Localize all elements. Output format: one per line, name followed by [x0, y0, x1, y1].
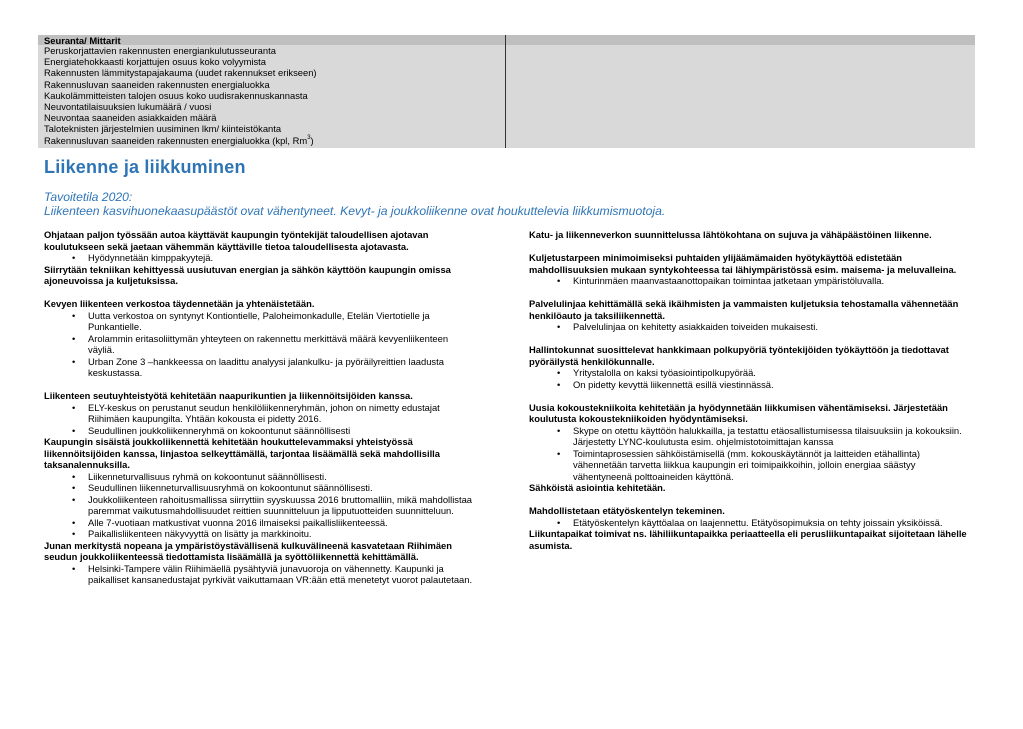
table-row — [44, 135, 975, 146]
list-item: • ELY-keskus on perustanut seudun henkilöliikenneryhmän, johon on nimetty edustajat Riihimäen kaupungilta. Yhtään kokousta ei pidetty 2016. — [44, 402, 474, 425]
list-item: • Uutta verkostoa on syntynyt Kontiontielle, Paloheimonkadulle, Etelän Viertotielle ja Punkantielle. — [44, 310, 474, 333]
monitoring-table — [38, 35, 975, 148]
list-item: • Kinturinmäen maanvastaanottopaikan toimintaa jatketaan ympäristöluvalla. — [529, 275, 969, 287]
table-row: Neuvontaa saaneiden asiakkaiden määrä — [44, 112, 217, 124]
row-text: Rakennusluvan saaneiden rakennusten energialuokka (kpl, Rm — [44, 134, 308, 146]
superscript: 3 — [307, 134, 311, 141]
paragraph: Kevyen liikenteen verkostoa täydennetään ja yhtenäistetään. — [44, 298, 315, 309]
goal-block — [44, 190, 665, 218]
paragraph: Hallintokunnat suosittelevat hankkimaan polkupyöriä työntekijöiden työkäyttöön ja tiedottavat pyöräilystä henkilökunnalle. — [529, 344, 949, 367]
list-item: • Hyödynnetään kimppakyytejä. — [44, 252, 474, 264]
goal-text: Liikenteen kasvihuonekaasupäästöt ovat vähentyneet. Kevyt- ja joukkoliikenne ovat houkuttelevia liikkumismuotoja. — [44, 204, 666, 218]
paragraph: Siirrytään tekniikan kehittyessä uusiutuvan energian ja sähkön käyttöön kaupungin omissa ajoneuvoissa ja kuljetuksissa. — [44, 263, 451, 286]
table-row: Rakennusluvan saaneiden rakennusten energialuokka — [44, 78, 270, 90]
paragraph: Kaupungin sisäistä joukkoliikennettä kehitetään houkuttelevammaksi yhteistyössä liikennöitsijöiden kanssa, linjastoa selkeyttämällä, tarjontaa lisäämällä sekä mahdollisilla taksanalennuksilla. — [44, 436, 441, 470]
paragraph: Liikuntapaikat toimivat ns. lähiliikuntapaikka periaatteella eli perusliikuntapaikat sijoitetaan lähelle asumista. — [529, 528, 967, 551]
table-row: Taloteknisten järjestelmien uusiminen lkm/ kiinteistökanta — [44, 123, 282, 135]
list-item: • Joukkoliikenteen rahoitusmallissa siirryttiin syyskuussa 2016 bruttomalliin, mikä mahdollistaa paremmat vaikutusmahdollisuudet reittien suunnitteluun ja lipputuotteiden suunnitteluun. — [44, 494, 474, 517]
bullet-list — [44, 402, 474, 437]
row-text-end: ) — [310, 134, 314, 146]
list-item: • Palvelulinjaa on kehitetty asiakkaiden toiveiden mukaisesti. — [529, 321, 969, 333]
paragraph: Junan merkitystä nopeana ja ympäristöystävällisenä kulkuvälineenä kasvatetaan Riihimäen seudun joukkoliikenteessä tiedottamista lisäämällä ja syöttöliikennettä kehittämällä. — [44, 539, 452, 562]
list-item: • Toimintaprosessien sähköistämisellä (mm. kokouskäytännöt ja laitteiden etähallinta) vähennetään tarvetta liikkua kaupungin eri toimipaikkoihin, jolloin energiaa säästyy vähentyneenä polttoaineiden käyttönä. — [529, 448, 969, 483]
list-item: • Urban Zone 3 –hankkeessa on laadittu analyysi jalankulku- ja pyöräilyreittien laadusta keskustassa. — [44, 356, 474, 379]
left-column — [44, 229, 474, 586]
bullet-list — [44, 471, 474, 540]
paragraph: Sähköistä asiointia kehitetään. — [529, 482, 666, 493]
list-item: • Alle 7-vuotiaan matkustivat vuonna 2016 ilmaiseksi paikallisliikenteessä. — [44, 517, 474, 529]
bullet-list — [44, 310, 474, 379]
paragraph: Kuljetustarpeen minimoimiseksi puhtaiden ylijäämämaiden hyötykäyttöä edistetään mahdollisuuksien mukaan syntykohteessa tai lähiympäristössä esim. maisema- ja meluvalleina. — [529, 252, 957, 275]
paragraph: Liikenteen seutuyhteistyötä kehitetään naapurikuntien ja liikennöitsijöiden kanssa. — [44, 390, 413, 401]
table-row: Rakennusten lämmitystapajakauma (uudet rakennukset erikseen) — [44, 67, 317, 79]
list-item: • On pidetty kevyttä liikennettä esillä viestinnässä. — [529, 379, 969, 391]
list-item: • Seudullinen liikenneturvallisuusryhmä on kokoontunut säännöllisesti. — [44, 482, 474, 494]
paragraph: Palvelulinjaa kehittämällä sekä ikäihmisten ja vammaisten kuljetuksia tehostamalla vähennetään henkilöauto ja taksiliikennettä. — [529, 298, 959, 321]
list-item: • Etätyöskentelyn käyttöalaa on laajennettu. Etätyösopimuksia on tehty joissain yksiköissä. — [529, 517, 969, 529]
bullet-list — [529, 517, 969, 529]
table-row: Energiatehokkaasti korjattujen osuus koko volyymista — [44, 56, 266, 68]
paragraph: Katu- ja liikenneverkon suunnittelussa lähtökohtana on sujuva ja vähäpäästöinen liikenne. — [529, 229, 932, 240]
table-row: Kaukolämmitteisten talojen osuus koko uudisrakennuskannasta — [44, 89, 308, 101]
paragraph: Mahdollistetaan etätyöskentelyn tekeminen. — [529, 505, 725, 516]
paragraph: Ohjataan paljon työssään autoa käyttävät kaupungin työntekijät taloudellisen ajotavan koulutukseen sekä jaetaan vähemmän käyttäville tietoa taloudellisesta ajotavasta. — [44, 229, 429, 252]
list-item: • Skype on otettu käyttöön halukkailla, ja testattu etäosallistumisessa tilaisuuksiin ja kokouksiin. Järjestetty LYNC-koulutusta esim. ohjelmistotoimittajan kanssa — [529, 425, 969, 448]
table-row: Peruskorjattavien rakennusten energiankulutusseuranta — [44, 45, 276, 56]
bullet-list — [529, 321, 969, 333]
list-item: • Paikallisliikenteen näkyvyyttä on lisätty ja markkinoitu. — [44, 528, 474, 540]
goal-label: Tavoitetila 2020: — [44, 190, 133, 204]
right-column — [529, 229, 969, 551]
paragraph: Uusia kokoustekniikoita kehitetään ja hyödynnetään liikkumisen vähentämiseksi. Järjestetään koulutusta kokoustekniikoiden hyödyntämiseksi. — [529, 401, 948, 424]
table-rows — [38, 45, 975, 146]
list-item: • Arolammin eritasoliittymän yhteyteen on rakennettu merkittävä määrä kevyenliikenteen väyliä. — [44, 333, 474, 356]
bullet-list — [529, 425, 969, 483]
bullet-list — [529, 367, 969, 390]
bullet-list — [44, 252, 474, 264]
table-column-divider — [505, 35, 506, 148]
table-row: Neuvontatilaisuuksien lukumäärä / vuosi — [44, 101, 212, 113]
table-header: Seuranta/ Mittarit — [38, 35, 975, 45]
bullet-list — [529, 275, 969, 287]
bullet-list — [44, 563, 474, 586]
list-item: • Helsinki-Tampere välin Riihimäellä pysähtyviä junavuoroja on vähennetty. Kaupunki ja paikalliset kansanedustajat pyrkivät vaikuttamaan VR:ään että menetetyt vuorot palautetaan. — [44, 563, 474, 586]
section-title: Liikenne ja liikkuminen — [44, 157, 246, 177]
list-item: • Seudullinen joukkoliikenneryhmä on kokoontunut säännöllisesti — [44, 425, 474, 437]
list-item: • Yritystalolla on kaksi työasiointipolkupyörää. — [529, 367, 969, 379]
list-item: • Liikenneturvallisuus ryhmä on kokoontunut säännöllisesti. — [44, 471, 474, 483]
